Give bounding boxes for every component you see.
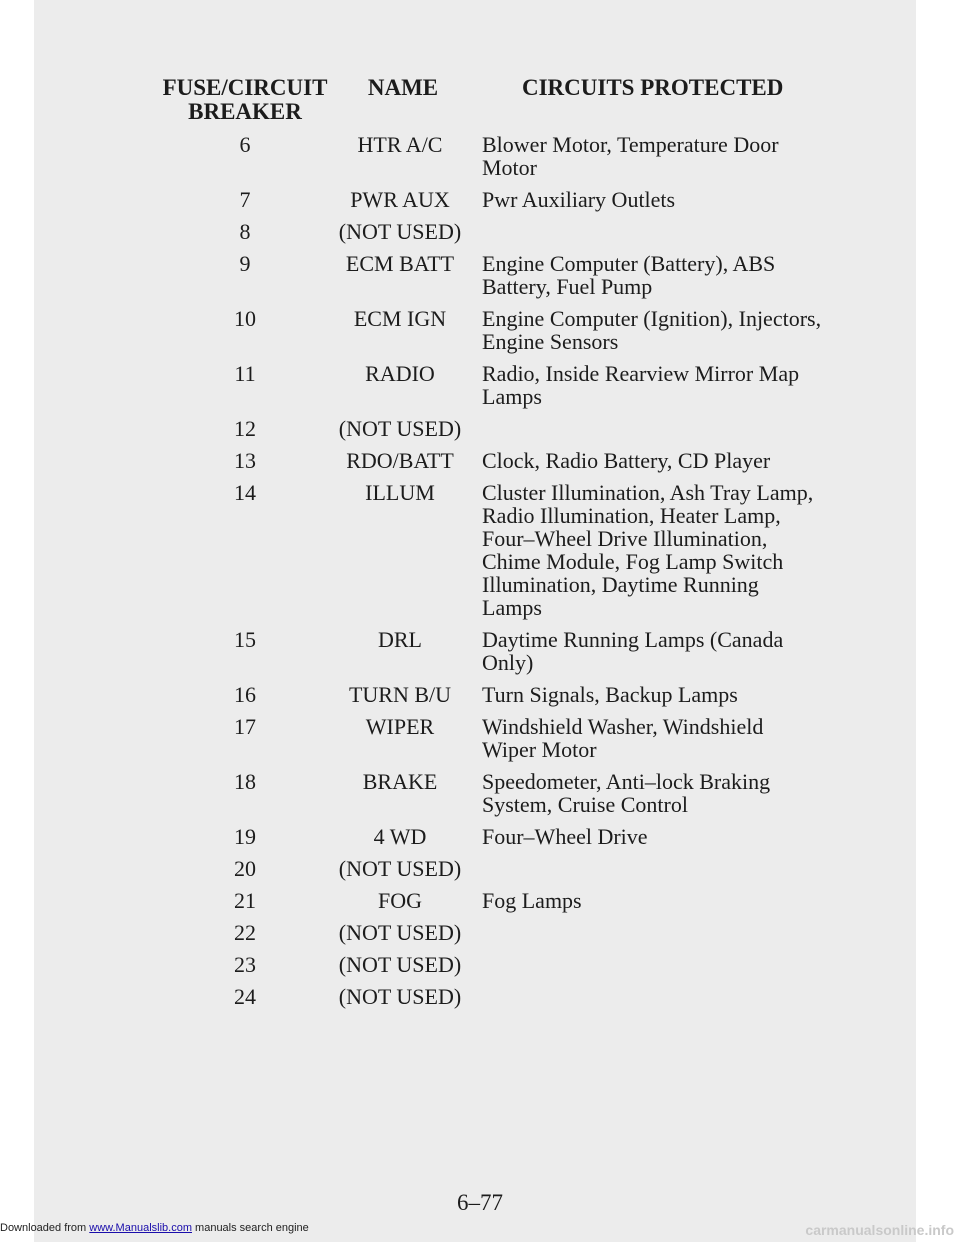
table-row [0, 481, 960, 619]
fuse-number: 10 [234, 306, 256, 331]
fuse-number: 16 [234, 682, 256, 707]
fuse-number: 19 [234, 824, 256, 849]
fuse-name: PWR AUX [350, 187, 450, 212]
table-row [0, 362, 960, 408]
fuse-name: (NOT USED) [338, 984, 462, 1009]
circuits-protected: Windshield Washer, Windshield Wiper Motor [482, 714, 764, 762]
table-row [0, 857, 960, 880]
fuse-name: HTR A/C [357, 132, 443, 157]
table-row [0, 252, 960, 298]
circuits-protected: Four–Wheel Drive [482, 824, 648, 849]
fuse-number: 21 [234, 888, 256, 913]
fuse-name: (NOT USED) [338, 920, 462, 945]
fuse-name: ECM IGN [353, 306, 447, 331]
fuse-number: 6 [239, 132, 251, 157]
fuse-number: 23 [234, 952, 256, 977]
header-name: NAME [367, 75, 439, 100]
fuse-name: (NOT USED) [338, 856, 462, 881]
fuse-number: 9 [239, 251, 251, 276]
fuse-name: RADIO [365, 361, 435, 386]
fuse-number: 17 [234, 714, 256, 739]
fuse-number: 13 [234, 448, 256, 473]
fuse-number: 15 [234, 627, 256, 652]
fuse-number: 12 [234, 416, 256, 441]
table-row [0, 133, 960, 179]
table-row [0, 307, 960, 353]
fuse-name: BRAKE [362, 769, 438, 794]
circuits-protected: Pwr Auxiliary Outlets [482, 187, 676, 212]
watermark: carmanualsonline.info [805, 1222, 954, 1238]
table-row [0, 683, 960, 706]
fuse-number: 24 [234, 984, 256, 1009]
fuse-name: 4 WD [373, 824, 427, 849]
table-row [0, 220, 960, 243]
fuse-number: 20 [234, 856, 256, 881]
circuits-protected: Turn Signals, Backup Lamps [482, 682, 738, 707]
table-row [0, 449, 960, 472]
table-row [0, 985, 960, 1008]
circuits-protected: Fog Lamps [482, 888, 582, 913]
fuse-number: 11 [234, 361, 256, 386]
header-fuse-circuit-breaker: FUSE/CIRCUIT BREAKER [162, 75, 328, 124]
footer-suffix: manuals search engine [191, 1222, 309, 1234]
table-row [0, 825, 960, 848]
table-row [0, 953, 960, 976]
table-row [0, 628, 960, 674]
fuse-name: WIPER [365, 714, 435, 739]
footer-prefix: Downloaded from [0, 1222, 90, 1234]
download-footer [0, 1222, 309, 1234]
circuits-protected: Engine Computer (Ignition), Injectors, Engine Sensors [482, 306, 822, 354]
circuits-protected: Daytime Running Lamps (Canada Only) [482, 627, 784, 675]
circuits-protected: Engine Computer (Battery), ABS Battery, Fuel Pump [482, 251, 776, 299]
table-row [0, 188, 960, 211]
fuse-name: (NOT USED) [338, 952, 462, 977]
table-row [0, 889, 960, 912]
header-circuits-protected: CIRCUITS PROTECTED [522, 75, 784, 100]
fuse-name: (NOT USED) [338, 219, 462, 244]
table-row [0, 921, 960, 944]
fuse-name: ILLUM [365, 480, 435, 505]
fuse-number: 8 [239, 219, 251, 244]
table-row [0, 417, 960, 440]
page-number: 6–77 [457, 1190, 503, 1215]
circuits-protected: Radio, Inside Rearview Mirror Map Lamps [482, 361, 800, 409]
table-row [0, 770, 960, 816]
fuse-number: 22 [234, 920, 256, 945]
circuits-protected: Clock, Radio Battery, CD Player [482, 448, 771, 473]
fuse-number: 7 [239, 187, 251, 212]
fuse-name: TURN B/U [348, 682, 452, 707]
fuse-name: DRL [378, 627, 422, 652]
circuits-protected: Cluster Illumination, Ash Tray Lamp, Radio Illumination, Heater Lamp, Four–Wheel Drive Illumination, Chime Module, Fog Lamp Switch Illumination, Daytime Running Lamps [482, 480, 814, 620]
circuits-protected: Speedometer, Anti–lock Braking System, Cruise Control [482, 769, 771, 817]
fuse-table [0, 133, 960, 1017]
fuse-name: RDO/BATT [346, 448, 454, 473]
fuse-name: ECM BATT [345, 251, 455, 276]
circuits-protected: Blower Motor, Temperature Door Motor [482, 132, 779, 180]
fuse-name: (NOT USED) [338, 416, 462, 441]
table-row [0, 715, 960, 761]
fuse-number: 18 [234, 769, 256, 794]
fuse-number: 14 [234, 480, 256, 505]
manualslib-link[interactable]: www.Manualslib.com [89, 1222, 192, 1234]
fuse-name: FOG [377, 888, 422, 913]
